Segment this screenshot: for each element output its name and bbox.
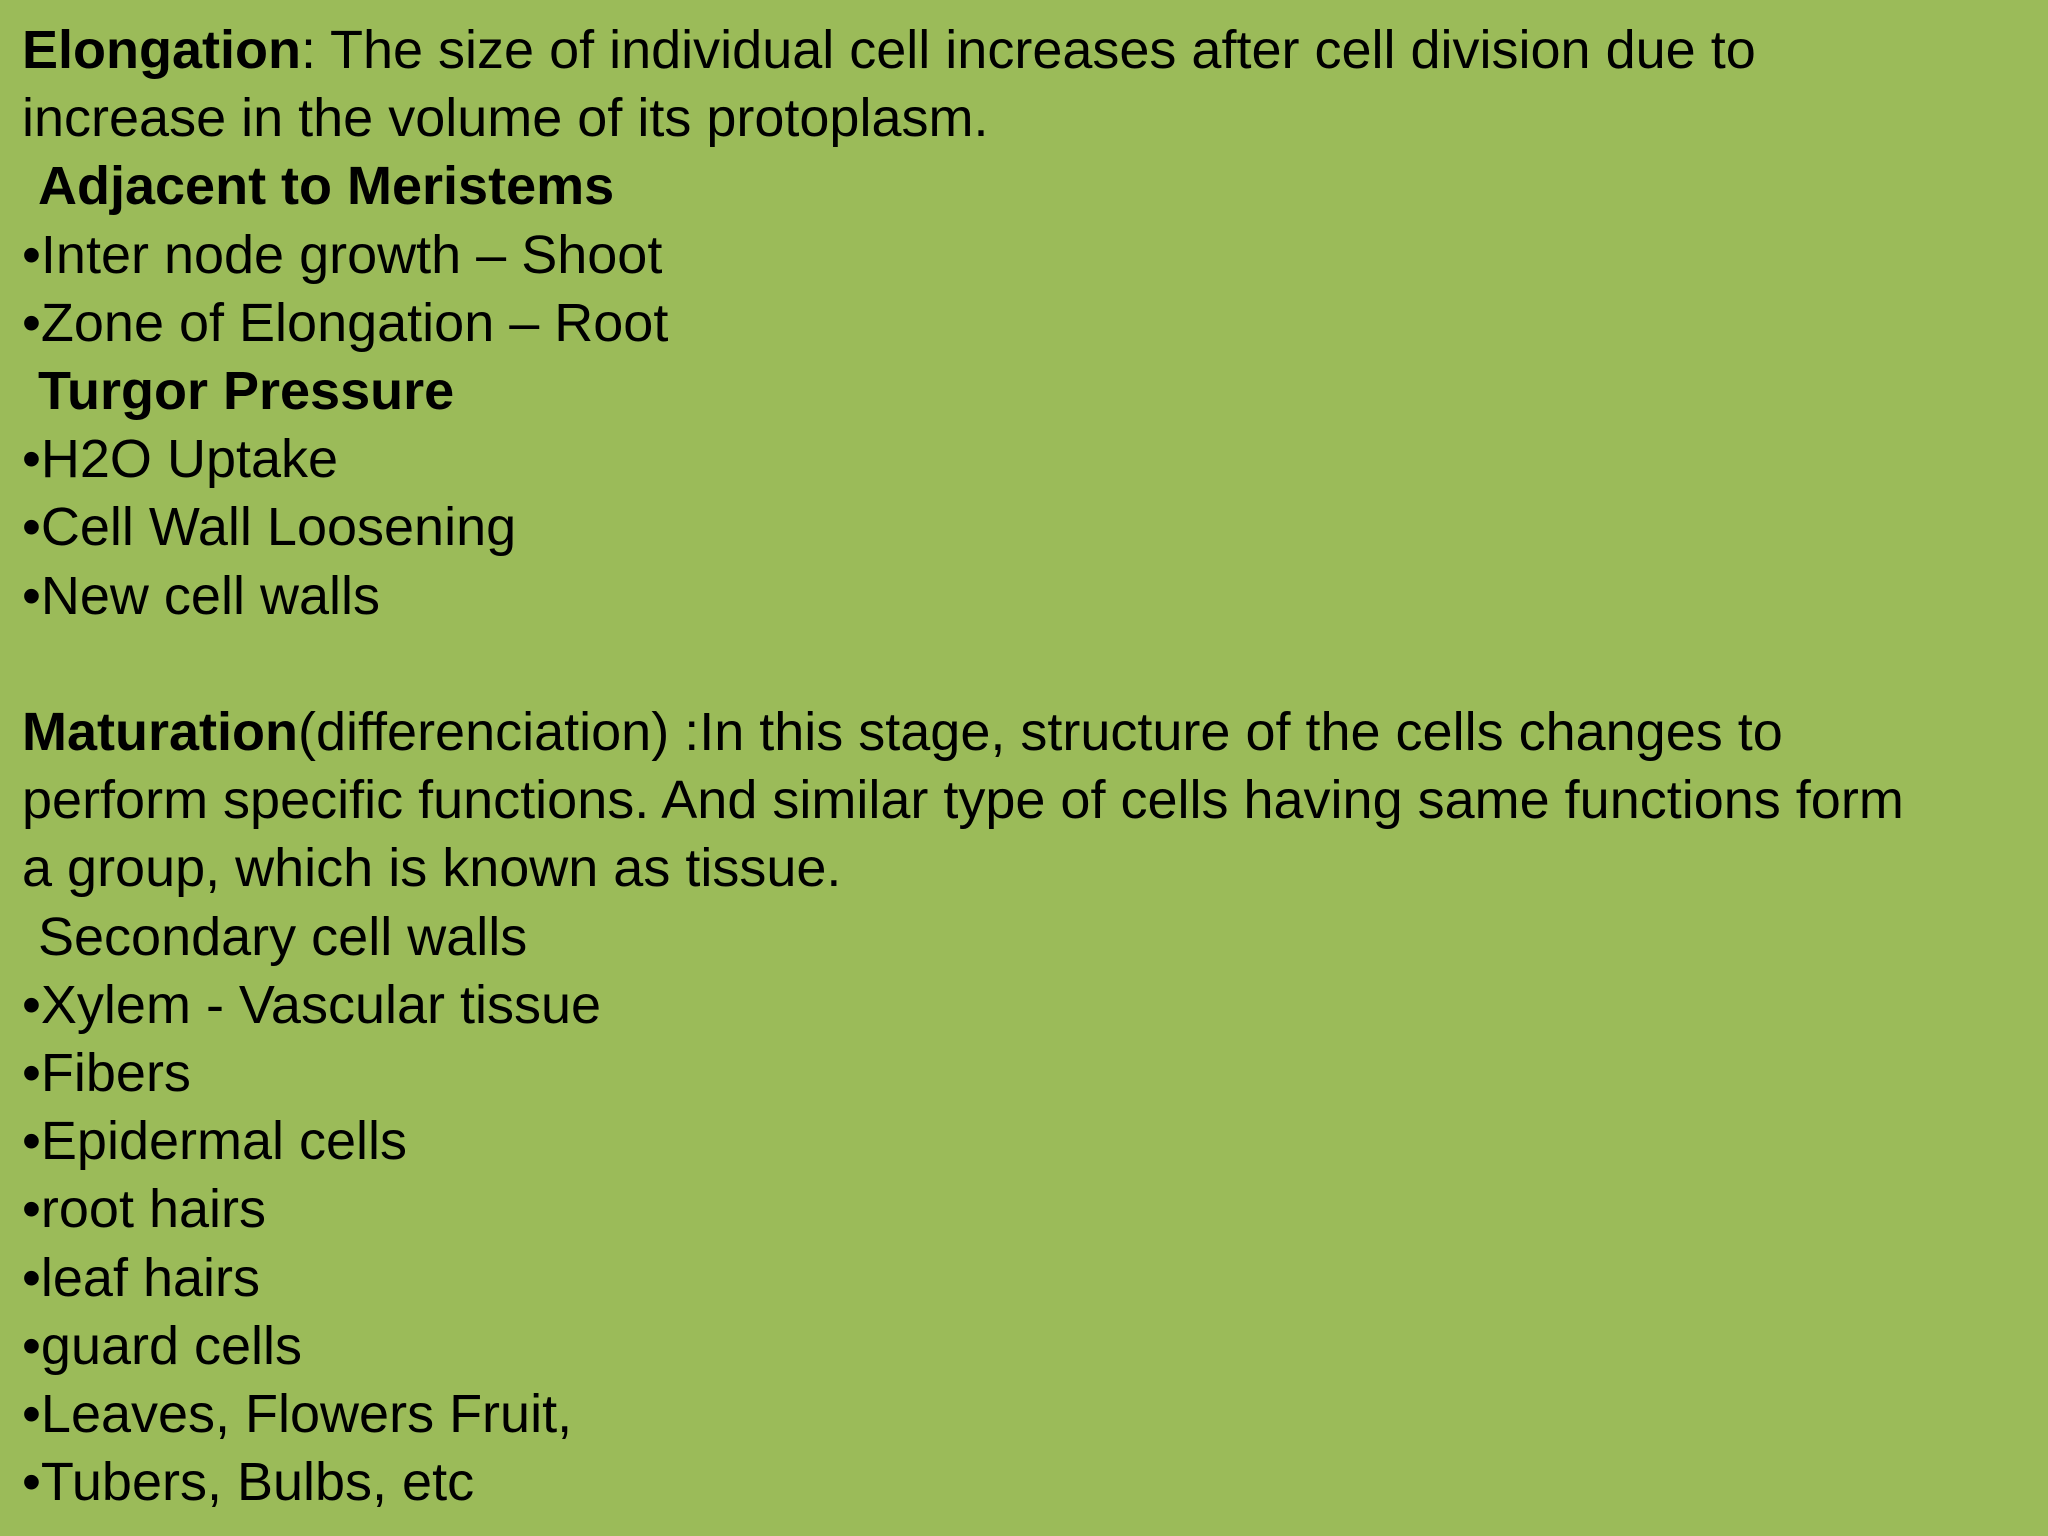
turgor-heading: Turgor Pressure — [38, 361, 455, 422]
maturation-definition-text: (differenciation) :In this stage, structure of the cells changes to — [298, 702, 1783, 763]
elongation-term: Elongation — [22, 20, 301, 80]
elongation-definition-text: : The size of individual cell increases after cell division due to — [300, 20, 1756, 80]
maturation-definition — [22, 698, 2026, 766]
maturation-definition-line2: perform specific functions. And similar type of cells having same functions form — [22, 770, 1904, 831]
list-item: •Epidermal cells — [22, 1111, 408, 1172]
section-spacer — [22, 630, 2026, 698]
list-item: •guard cells — [22, 1315, 303, 1376]
elongation-section — [22, 16, 2026, 630]
list-item: •Xylem - Vascular tissue — [22, 974, 602, 1035]
list-item: •Cell Wall Loosening — [22, 497, 517, 558]
list-item: •Tubers, Bulbs, etc — [22, 1452, 475, 1513]
maturation-section — [22, 698, 2026, 1516]
maturation-term: Maturation — [22, 702, 298, 763]
elongation-definition-continued: increase in the volume of its protoplasm. — [22, 88, 989, 149]
secondary-walls-heading: Secondary cell walls — [38, 906, 528, 967]
list-item: •Fibers — [22, 1043, 191, 1104]
list-item: •Leaves, Flowers Fruit, — [22, 1384, 573, 1445]
list-item: •New cell walls — [22, 565, 380, 626]
list-item: •Zone of Elongation – Root — [22, 292, 669, 353]
list-item: •root hairs — [22, 1179, 267, 1240]
maturation-definition-line3: a group, which is known as tissue. — [22, 838, 842, 899]
list-item: •leaf hairs — [22, 1247, 261, 1308]
list-item: •Inter node growth – Shoot — [22, 224, 663, 285]
list-item: •H2O Uptake — [22, 429, 339, 490]
elongation-definition — [22, 16, 2026, 84]
meristems-heading: Adjacent to Meristems — [38, 156, 615, 217]
